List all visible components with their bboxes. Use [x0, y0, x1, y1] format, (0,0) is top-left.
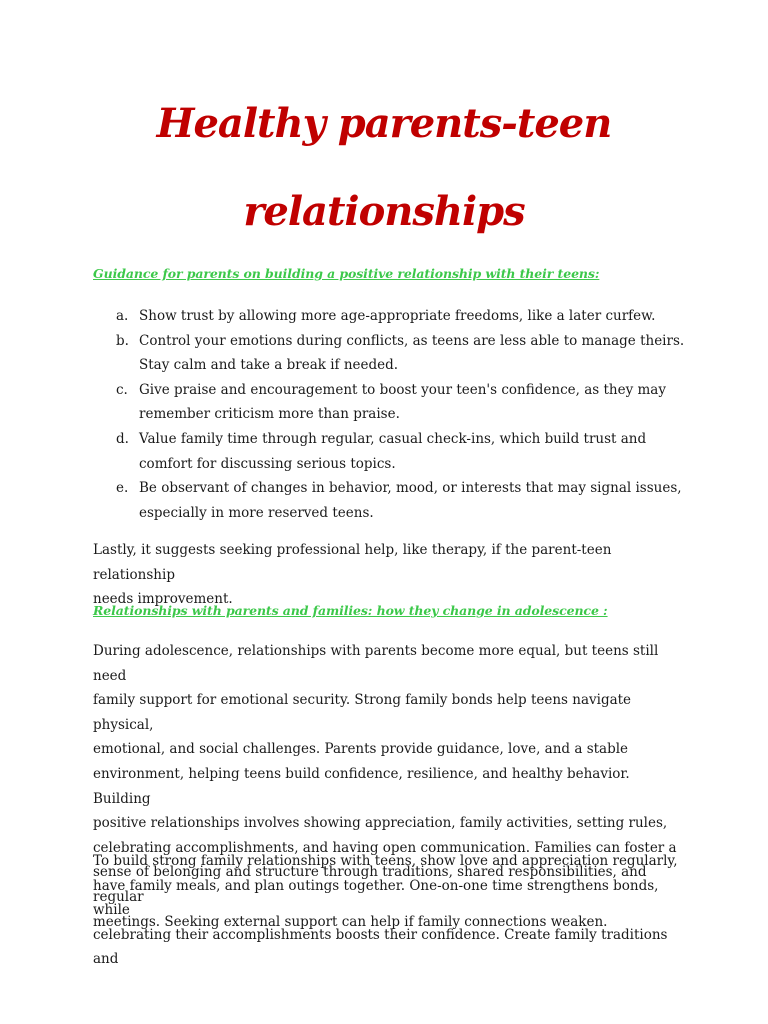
list-item: [93, 378, 693, 427]
list-item-text: Stay calm and take a break if needed.: [139, 357, 399, 374]
paragraph-line: meetings. Seeking external support can help if family connections weaken.: [93, 913, 608, 930]
list-item-text: remember criticism more than praise.: [139, 406, 400, 423]
list-marker: a.: [116, 308, 129, 324]
list-item-text: Be observant of changes in behavior, mood, or interests that may signal issues,: [139, 480, 682, 497]
list-item: [93, 427, 693, 476]
list-item: [93, 304, 693, 329]
list-item-text: Show trust by allowing more age-appropriate freedoms, like a later curfew.: [139, 308, 656, 324]
paragraph-line: celebrating their accomplishments boosts their confidence. Create family traditions and: [93, 926, 668, 968]
list-item-text: Give praise and encouragement to boost your teen's confidence, as they may: [139, 381, 666, 398]
closing-paragraph: [93, 538, 683, 612]
paragraph-line: environment, helping teens build confidence, resilience, and healthy behavior. Building: [93, 765, 630, 807]
list-item-text: comfort for discussing serious topics.: [139, 455, 396, 472]
paragraph-line: To build strong family relationships with teens, show love and appreciation regularly,: [93, 853, 678, 869]
list-marker: d.: [116, 430, 129, 447]
paragraph-line: celebrating accomplishments, and having open communication. Families can foster a: [93, 839, 677, 856]
list-item-text: especially in more reserved teens.: [139, 504, 374, 521]
list-item-text: Value family time through regular, casual check-ins, which build trust and: [139, 430, 647, 447]
guidance-list: [93, 304, 693, 525]
list-marker: b.: [116, 332, 129, 349]
list-marker: e.: [116, 480, 129, 497]
list-item: [93, 329, 693, 378]
section1-heading: Guidance for parents on building a positive relationship with their teens:: [93, 266, 600, 281]
title-line-1: Healthy parents-teen: [156, 100, 612, 147]
title-line-2: relationships: [243, 188, 525, 235]
paragraph-line: sense of belonging and structure through traditions, shared responsibilities, and regular: [93, 864, 647, 905]
paragraph-line: needs improvement.: [93, 591, 233, 608]
paragraph-line: have family meals, and plan outings together. One-on-one time strengthens bonds, while: [93, 877, 659, 919]
paragraph-line: Lastly, it suggests seeking professional help, like therapy, if the parent-teen relationship: [93, 542, 612, 583]
list-item: [93, 476, 693, 525]
paragraph-line: family support for emotional security. Strong family bonds help teens navigate physical,: [93, 692, 632, 733]
paragraph-line: emotional, and social challenges. Parents provide guidance, love, and a stable: [93, 741, 629, 758]
list-item-text: Control your emotions during conflicts, as teens are less able to manage theirs.: [139, 332, 685, 349]
family-paragraph: [93, 849, 683, 972]
section2-heading: Relationships with parents and families: how they change in adolescence :: [93, 603, 608, 618]
paragraph-line: During adolescence, relationships with parents become more equal, but teens still need: [93, 643, 659, 684]
paragraph-line: positive relationships involves showing appreciation, family activities, setting rules,: [93, 815, 668, 832]
list-marker: c.: [116, 381, 128, 398]
